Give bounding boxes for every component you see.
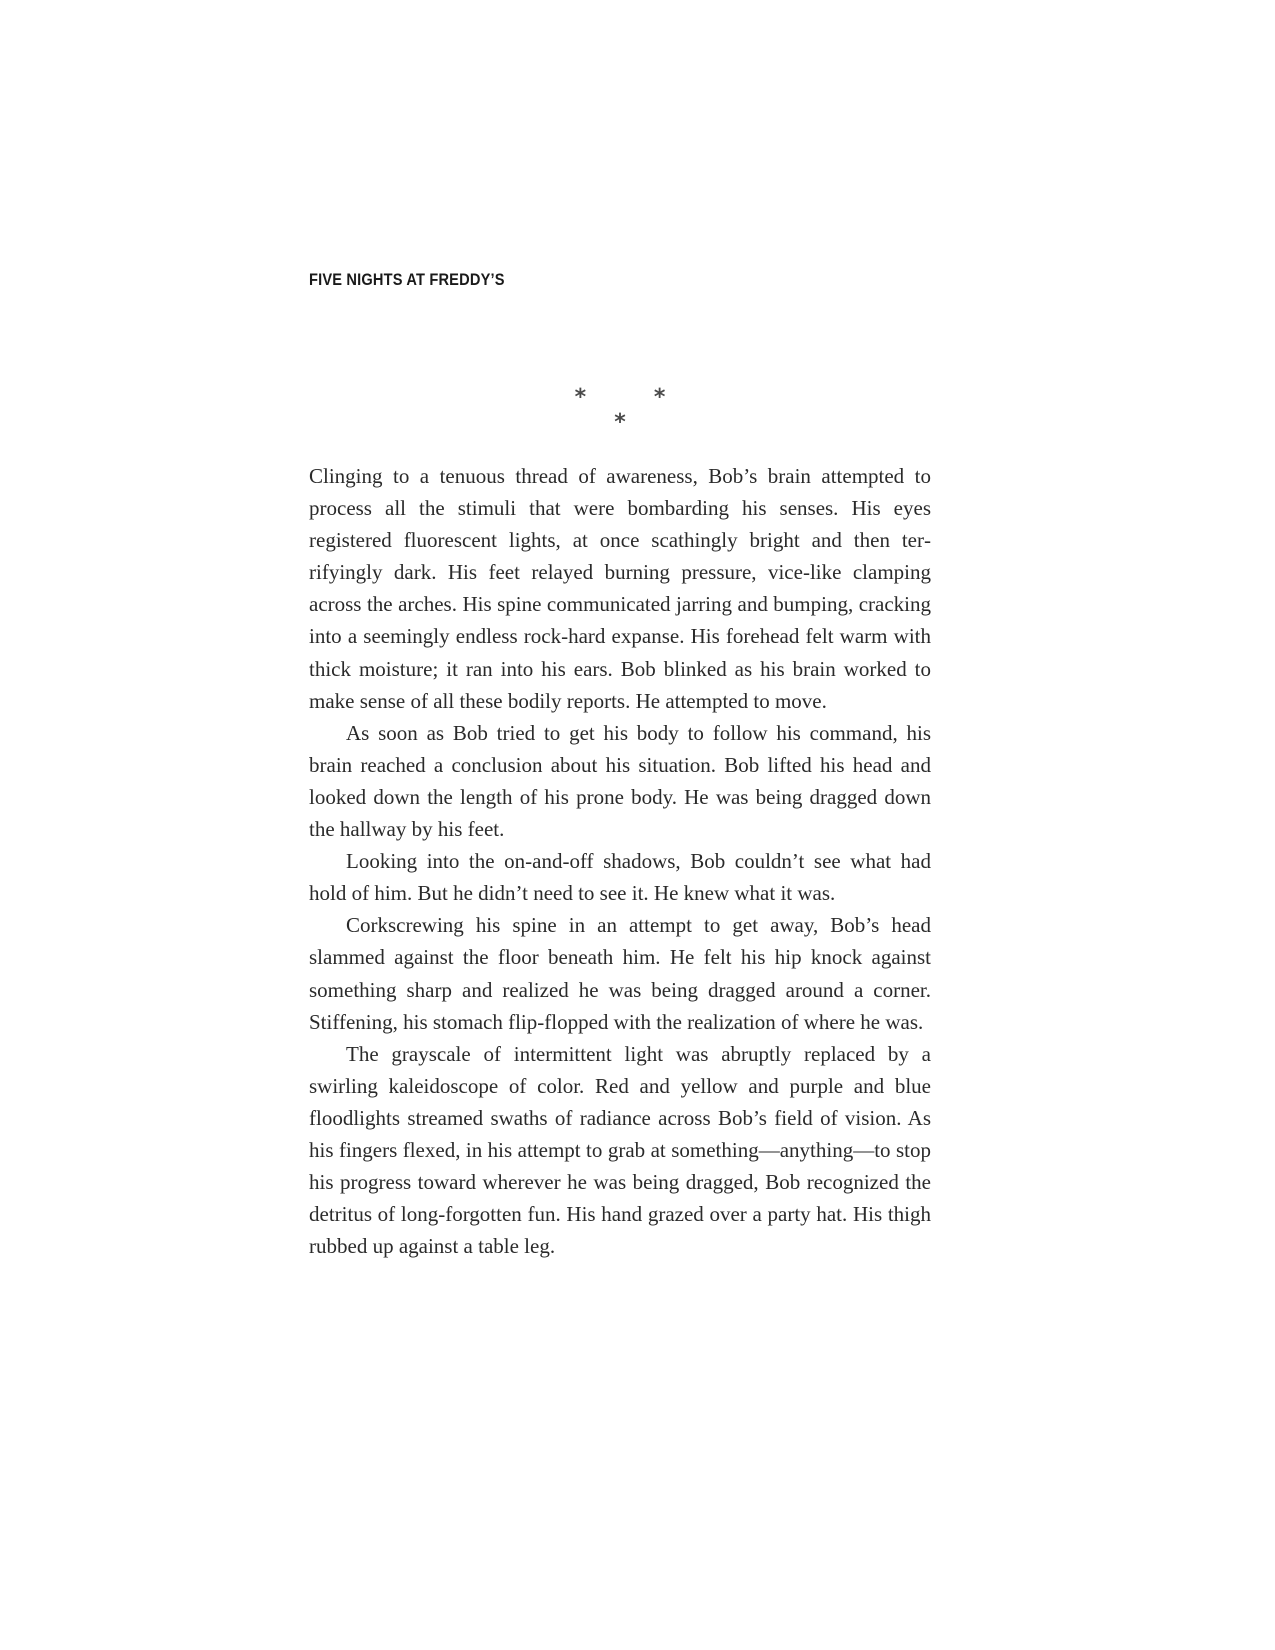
paragraph-5: The grayscale of intermittent light was abruptly replaced by a swirling kaleidoscope of color. Red and yellow and purple and blue floodlights streamed swaths of radiance across Bob’s field of vision. As his fingers flexed, in his attempt to grab at something—anything—to stop his progress toward wherever he was being dragged, Bob recognized the detritus of long-forgotten fun. His hand grazed over a party hat. His thigh rubbed up against a table leg. [309,1041,931,1259]
section-break-ornament: * * * [574,385,696,435]
paragraph-1: Clinging to a tenuous thread of awareness, Bob’s brain attempted to process all the stimuli that were bombarding his senses. His eyes registered fluorescent lights, at once scathingly bright and then terrifyingly dark. His feet relayed burning pressure, vice-like clamping across the arches. His spine communicated jarring and bumping, cracking into a seemingly endless rock-hard expanse. His forehead felt warm with thick moisture; it ran into his ears. Bob blinked as his brain worked to make sense of all these bodily reports. He attempted to move. [309,464,931,713]
paragraph-3: Looking into the on-and-off shadows, Bob couldn’t see what had hold of him. But he didn’t need to see it. He knew what it was. [309,849,931,906]
running-head: FIVE NIGHTS AT FREDDY’S [309,270,505,289]
paragraph-2: As soon as Bob tried to get his body to follow his command, his brain reached a conclusion about his situation. Bob lifted his head and looked down the length of his prone body. He was being dragged down the hallway by his feet. [309,720,931,842]
paragraph-4: Corkscrewing his spine in an attempt to get away, Bob’s head slammed against the floor beneath him. He felt his hip knock against something sharp and realized he was being dragged around a corner. Stiffening, his stomach flip-flopped with the realization of where he was. [309,913,931,1034]
body-text [309,460,931,1262]
